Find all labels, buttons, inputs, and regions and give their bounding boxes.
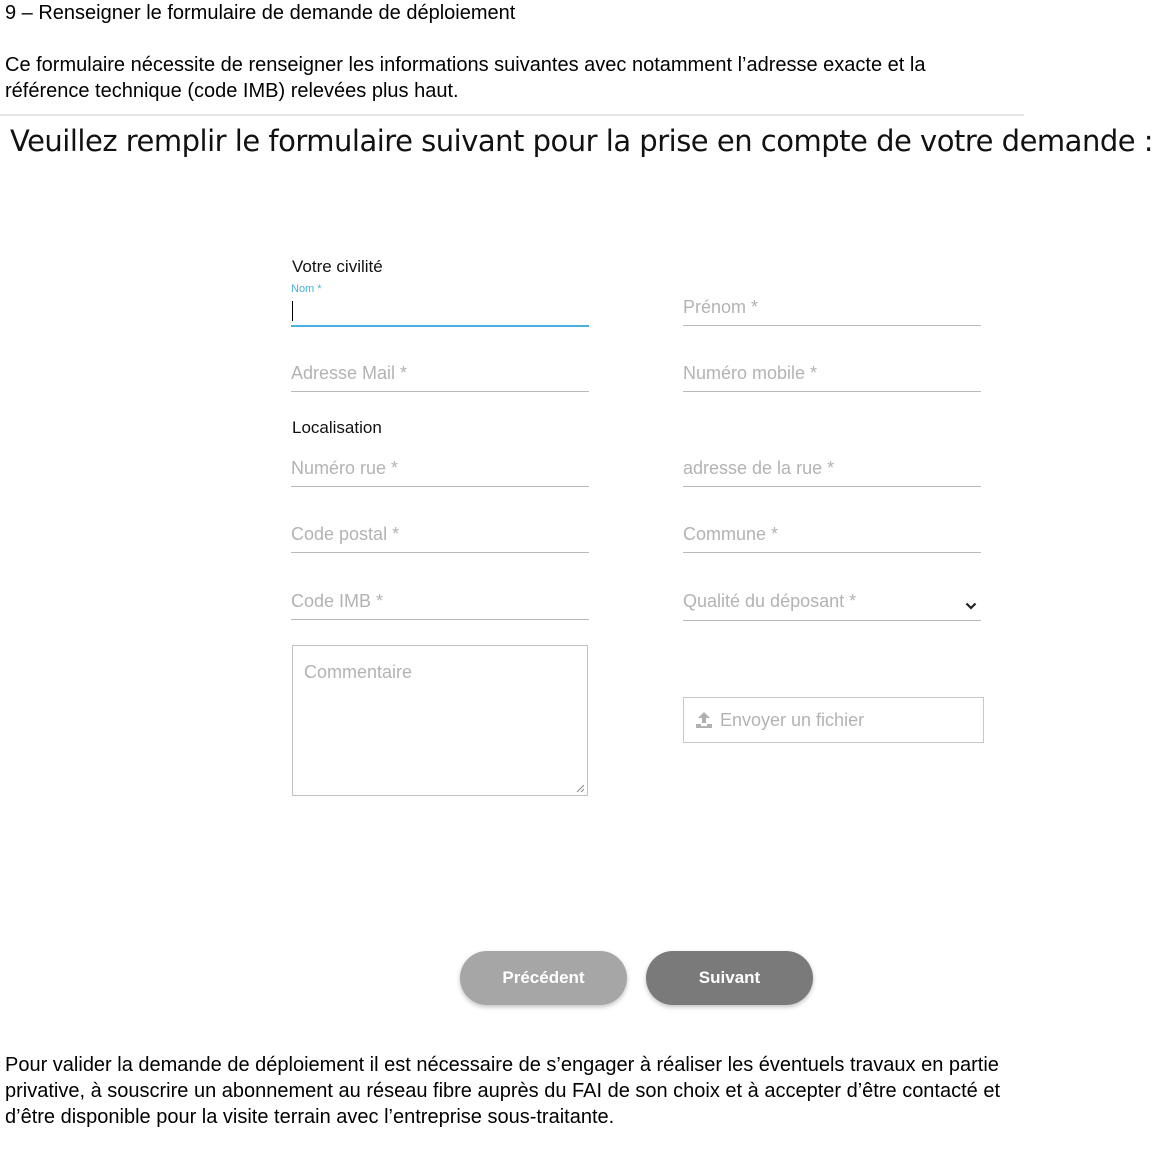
nom-label: Nom * [291,283,322,295]
qualite-placeholder: Qualité du déposant * [683,591,857,611]
numero-rue-underline [291,486,589,487]
email-field[interactable] [291,348,589,392]
commune-field[interactable] [683,509,981,553]
next-button[interactable]: Suivant [646,951,813,1005]
code-imb-placeholder: Code IMB * [291,591,384,611]
mobile-placeholder: Numéro mobile * [683,363,818,383]
intro-paragraph: Ce formulaire nécessite de renseigner les informations suivantes avec notamment l’adresse exacte et la référence technique (code IMB) relevées plus haut. [5,54,926,102]
mobile-field[interactable] [683,348,981,392]
civility-label: Votre civilité [292,257,383,276]
email-placeholder: Adresse Mail * [291,363,408,383]
mobile-underline [683,391,981,392]
chevron-down-icon[interactable] [965,601,977,611]
code-postal-placeholder: Code postal * [291,524,400,544]
qualite-deposant-select[interactable] [683,577,981,621]
code-imb-underline [291,619,589,620]
upload-file-button[interactable] [683,697,984,743]
commune-underline [683,552,981,553]
localisation-label: Localisation [292,418,382,437]
comment-placeholder: Commentaire [304,662,413,682]
footer-paragraph: Pour valider la demande de déploiement il est nécessaire de s’engager à réaliser les éventuels travaux en partie privative, à souscrire un abonnement au réseau fibre auprès du FAI de son choix et à accepter d’être contacté et d’être disponible pour la visite terrain avec l’entreprise sous-traitante. [5,1054,1001,1128]
nom-underline [291,325,589,327]
numero-rue-field[interactable] [291,443,589,487]
code-postal-underline [291,552,589,553]
commune-placeholder: Commune * [683,524,779,544]
code-postal-field[interactable] [291,509,589,553]
nom-field[interactable] [291,283,589,327]
qualite-underline [683,620,981,621]
adresse-rue-placeholder: adresse de la rue * [683,458,835,478]
upload-icon [694,710,714,730]
prenom-underline [683,325,981,326]
step-heading: 9 – Renseigner le formulaire de demande de déploiement [5,2,516,24]
email-underline [291,391,589,392]
comment-textarea[interactable] [292,645,588,796]
form-title: Veuillez remplir le formulaire suivant pour la prise en compte de votre demande : [10,124,1153,158]
prenom-placeholder: Prénom * [683,297,759,317]
adresse-rue-underline [683,486,981,487]
prenom-field[interactable] [683,282,981,326]
numero-rue-placeholder: Numéro rue * [291,458,399,478]
upload-label: Envoyer un fichier [720,710,865,730]
previous-button[interactable]: Précédent [460,951,627,1005]
text-cursor [292,301,293,321]
screenshot-divider [0,114,1024,116]
adresse-rue-field[interactable] [683,443,981,487]
resize-grip-icon[interactable] [575,783,585,793]
code-imb-field[interactable] [291,576,589,620]
